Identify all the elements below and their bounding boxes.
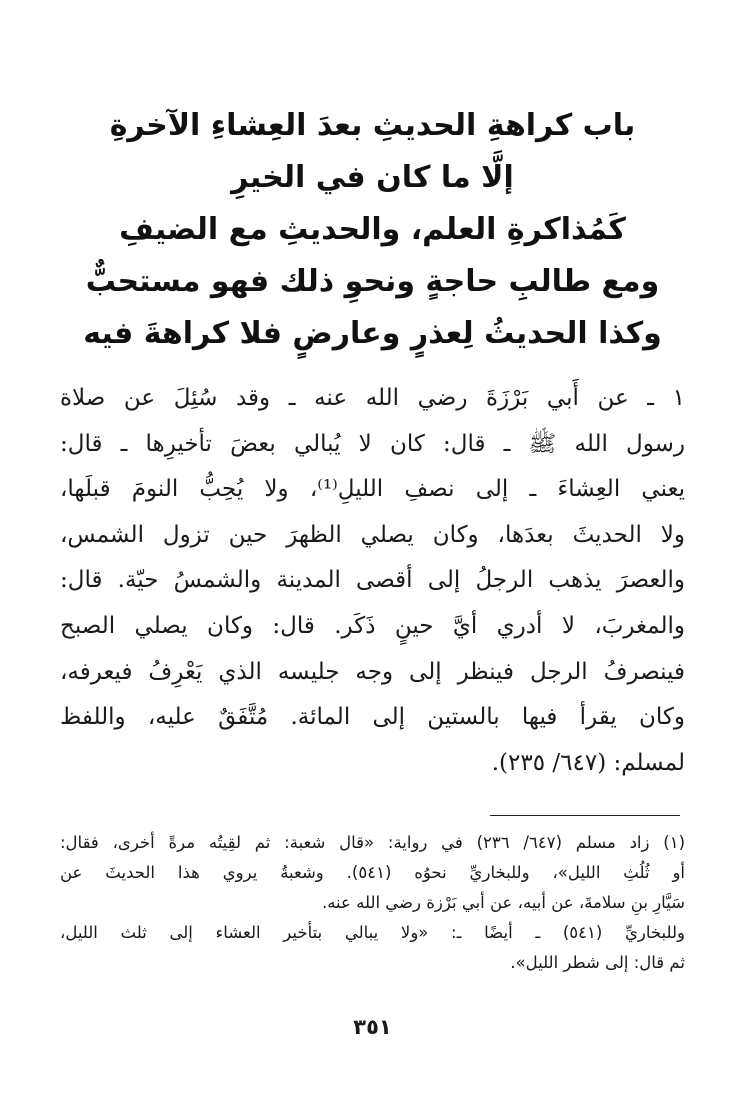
hadith-line-5: والعصرَ يذهب الرجلُ إلى أقصى المدينة والشمسُ حيّة. قال: bbox=[60, 567, 685, 594]
hadith-text bbox=[60, 376, 685, 786]
chapter-title-line-3: كَمُذاكرةِ العلم، والحديثِ مع الضيفِ bbox=[119, 212, 626, 247]
hadith-line-7: فينصرفُ الرجل فينظر إلى وجه جليسه الذي يَعْرِفُ فيعرفه، bbox=[60, 658, 685, 685]
footnote-separator bbox=[490, 815, 680, 816]
chapter-title-line-1: باب كراهةِ الحديثِ بعدَ العِشاءِ الآخرةِ bbox=[109, 108, 636, 143]
footnote-line-1: (١) زاد مسلم (٦٤٧/ ٢٣٦) في رواية: «قال شعبة: ثم لقِيتُه مرةً أخرى، فقال: bbox=[60, 833, 685, 852]
footnote-line-4: وللبخاريِّ (٥٤١) ـ أيضًا ـ: «ولا يبالي بتأخير العشاء إلى ثلث الليل، bbox=[60, 923, 685, 942]
hadith-line-2: رسول الله ﷺ ـ قال: كان لا يُبالي بعضَ تأخيرِها ـ قال: bbox=[60, 430, 685, 457]
chapter-title-line-2: إلَّا ما كان في الخيرِ bbox=[231, 160, 514, 195]
footnote-line-5: ثم قال: إلى شطر الليل». bbox=[510, 953, 685, 972]
chapter-title-line-4: ومع طالبِ حاجةٍ ونحوِ ذلك فهو مستحبٌّ bbox=[85, 264, 660, 299]
hadith-line-4: ولا الحديثَ بعدَها، وكان يصلي الظهرَ حين تزول الشمس، bbox=[60, 521, 685, 548]
hadith-line-1: ١ ـ عن أَبي بَرْزَةَ رضي الله عنه ـ وقد سُئِلَ عن صلاة bbox=[60, 385, 685, 411]
footnote-line-3: سَيَّارِ بنِ سلامةَ، عن أبيه، عن أبي بَرْزة رضي الله عنه. bbox=[321, 893, 685, 912]
footnote-line-2: أو ثُلُثِ الليل»، وللبخاريِّ نحوُه (٥٤١). وشعبةُ يروي هذا الحديثَ عن bbox=[60, 863, 685, 882]
hadith-line-6: والمغربَ، لا أدري أيَّ حينٍ ذَكَر. قال: وكان يصلي الصبح bbox=[60, 612, 685, 639]
chapter-title-line-5: وكذا الحديثُ لِعذرٍ وعارضٍ فلا كراهةَ فيه bbox=[83, 316, 662, 351]
hadith-line-9: لمسلم: (٦٤٧/ ٢٣٥). bbox=[491, 749, 685, 776]
page-number: ٣٥١ bbox=[353, 1015, 392, 1039]
chapter-heading bbox=[60, 100, 685, 360]
footnotes bbox=[60, 828, 685, 978]
hadith-line-3: يعني العِشاءَ ـ إلى نصفِ الليلِ⁽¹⁾، ولا يُحِبُّ النومَ قبلَها، bbox=[60, 476, 686, 503]
hadith-line-8: وكان يقرأ فيها بالستين إلى المائة. مُتَّفَقٌ عليه، واللفظ bbox=[60, 704, 685, 731]
